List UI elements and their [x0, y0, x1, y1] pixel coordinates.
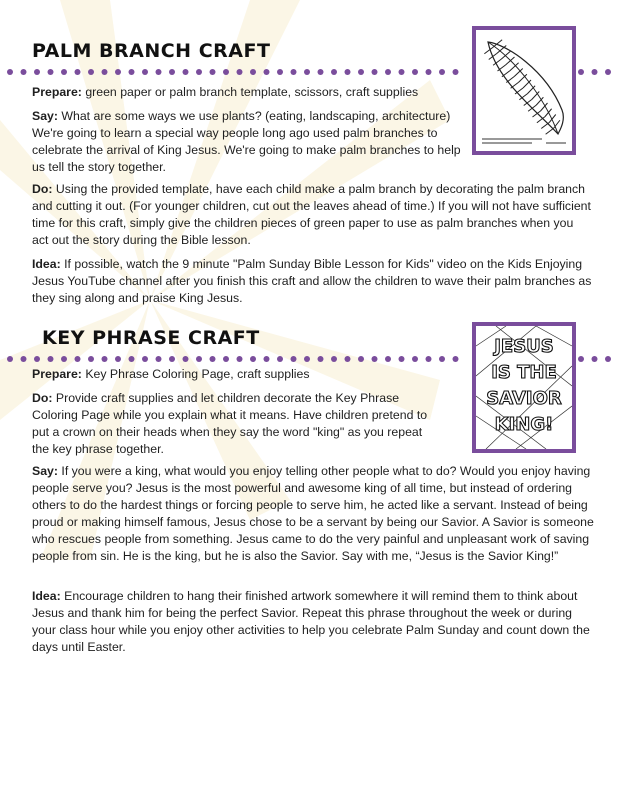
divider-dot	[88, 69, 94, 75]
divider-dot	[264, 69, 270, 75]
divider-dot	[196, 356, 202, 362]
palm-do-text: Using the provided template, have each child make a palm branch by decorating the palm branch and cutting it out. (For younger children, cut out the leaves ahead of time.) If you will not have sufficient time for this craft, simply give the children pieces of green paper to use as palm branches when you act out the story during the Bible lesson.	[32, 182, 591, 247]
divider-dot	[399, 69, 405, 75]
divider-dot	[426, 69, 432, 75]
key-phrase-section-title: KEY PHRASE CRAFT	[42, 327, 260, 349]
divider-dot	[318, 69, 324, 75]
key-phrase-do-label: Do:	[32, 391, 53, 405]
key-phrase-prepare-paragraph	[32, 366, 468, 383]
divider-dot	[169, 69, 175, 75]
divider-dot	[264, 356, 270, 362]
divider-dot	[7, 356, 13, 362]
divider-dot	[75, 69, 81, 75]
divider-dot	[578, 356, 584, 362]
coloring-page-icon	[476, 326, 572, 449]
divider-dot	[318, 356, 324, 362]
divider-dot	[34, 69, 40, 75]
divider-dot	[291, 69, 297, 75]
key-phrase-say-paragraph	[32, 463, 598, 565]
divider-dot	[210, 69, 216, 75]
divider-dot	[48, 69, 54, 75]
divider-dot	[156, 69, 162, 75]
divider-dot	[129, 69, 135, 75]
palm-do-paragraph	[32, 181, 592, 249]
divider-dot	[331, 356, 337, 362]
palm-say-label: Say:	[32, 109, 58, 123]
palm-section-title: PALM BRANCH CRAFT	[32, 40, 271, 62]
palm-idea-label: Idea:	[32, 257, 61, 271]
divider-dot	[578, 69, 584, 75]
divider-dot	[34, 356, 40, 362]
divider-dot	[210, 356, 216, 362]
key-phrase-coloring-thumbnail	[472, 322, 576, 453]
divider-dot	[592, 69, 598, 75]
key-phrase-say-text: If you were a king, what would you enjoy telling other people what to do? Would you enjoy having people serve you? Jesus is the most powerful and awesome king of all time, but instead of ordering others to do the hardest things or forcing people to serve him, he acted like a servant. Instead of being proud or making himself famous, Jesus chose to be a servant by being our Savior. A Savior is someone who rescues people from something. Jesus came to do the very painful and unpleasant work of saving people from sin. He is the king, but he is also the Savior. Say with me, “Jesus is the Savior King!”	[32, 464, 594, 563]
divider-dot	[169, 356, 175, 362]
divider-dot	[88, 356, 94, 362]
divider-dot	[345, 69, 351, 75]
key-phrase-say-label: Say:	[32, 464, 58, 478]
divider-dot	[7, 69, 13, 75]
key-phrase-dotted-divider-right	[577, 355, 617, 363]
divider-dot	[223, 356, 229, 362]
divider-dot	[142, 69, 148, 75]
divider-dot	[304, 356, 310, 362]
thumb-word-1: JESUS	[494, 336, 554, 357]
divider-dot	[426, 356, 432, 362]
key-phrase-idea-paragraph	[32, 588, 598, 656]
divider-dot	[237, 69, 243, 75]
palm-prepare-paragraph	[32, 84, 472, 101]
key-phrase-prepare-label: Prepare:	[32, 367, 82, 381]
divider-dot	[277, 69, 283, 75]
divider-dot	[183, 356, 189, 362]
divider-dot	[358, 69, 364, 75]
divider-dot	[196, 69, 202, 75]
divider-dot	[237, 356, 243, 362]
divider-dot	[223, 69, 229, 75]
divider-dot	[605, 356, 611, 362]
divider-dot	[48, 356, 54, 362]
divider-dot	[250, 69, 256, 75]
key-phrase-idea-text: Encourage children to hang their finished artwork somewhere it will remind them to think about Jesus and thank him for being the perfect Savior. Repeat this phrase throughout the week or during your class hour while you enjoy other activities to help you celebrate Palm Sunday and count down the days until Easter.	[32, 589, 590, 654]
key-phrase-do-paragraph	[32, 390, 432, 458]
divider-dot	[331, 69, 337, 75]
palm-dotted-divider-right	[577, 68, 617, 76]
divider-dot	[61, 356, 67, 362]
divider-dot	[75, 356, 81, 362]
divider-dot	[129, 356, 135, 362]
palm-say-paragraph	[32, 108, 464, 176]
key-phrase-dotted-divider-left	[6, 355, 466, 363]
palm-say-text: What are some ways we use plants? (eating, landscaping, architecture) We're going to learn a special way people long ago used palm branches to celebrate the arrival of King Jesus. We're going to make palm branches to help us tell the story together.	[32, 109, 461, 174]
thumb-word-2: IS THE	[491, 362, 557, 383]
divider-dot	[605, 69, 611, 75]
divider-dot	[277, 356, 283, 362]
key-phrase-do-text: Provide craft supplies and let children decorate the Key Phrase Coloring Page while you explain what it means. Have children pretend to put a crown on their heads when they say the word "king" as you repeat the key phrase together.	[32, 391, 428, 456]
divider-dot	[115, 69, 121, 75]
palm-dotted-divider-left	[6, 68, 466, 76]
divider-dot	[21, 69, 27, 75]
divider-dot	[102, 69, 108, 75]
divider-dot	[439, 69, 445, 75]
divider-dot	[385, 69, 391, 75]
divider-dot	[291, 356, 297, 362]
divider-dot	[142, 356, 148, 362]
divider-dot	[372, 356, 378, 362]
divider-dot	[592, 356, 598, 362]
thumb-word-3: SAVIOR	[486, 388, 562, 409]
divider-dot	[183, 69, 189, 75]
divider-dot	[345, 356, 351, 362]
divider-dot	[412, 356, 418, 362]
divider-dot	[358, 356, 364, 362]
divider-dot	[453, 356, 459, 362]
palm-prepare-text: green paper or palm branch template, scissors, craft supplies	[81, 85, 419, 99]
palm-idea-text: If possible, watch the 9 minute "Palm Sunday Bible Lesson for Kids" video on the Kids Enjoying Jesus YouTube channel after you finish this craft and allow the children to wave their palm branches as they sing along and praise King Jesus.	[32, 257, 592, 305]
divider-dot	[156, 356, 162, 362]
divider-dot	[250, 356, 256, 362]
divider-dot	[385, 356, 391, 362]
divider-dot	[439, 356, 445, 362]
key-phrase-prepare-text: Key Phrase Coloring Page, craft supplies	[81, 367, 310, 381]
divider-dot	[102, 356, 108, 362]
divider-dot	[61, 69, 67, 75]
thumb-word-4: KING!	[494, 414, 554, 435]
palm-prepare-label: Prepare:	[32, 85, 82, 99]
palm-do-label: Do:	[32, 182, 53, 196]
palm-template-thumbnail	[472, 26, 576, 155]
divider-dot	[115, 356, 121, 362]
palm-idea-paragraph	[32, 256, 592, 307]
key-phrase-idea-label: Idea:	[32, 589, 61, 603]
palm-leaf-icon	[476, 30, 572, 151]
divider-dot	[304, 69, 310, 75]
divider-dot	[453, 69, 459, 75]
divider-dot	[399, 356, 405, 362]
divider-dot	[21, 356, 27, 362]
divider-dot	[372, 69, 378, 75]
divider-dot	[412, 69, 418, 75]
